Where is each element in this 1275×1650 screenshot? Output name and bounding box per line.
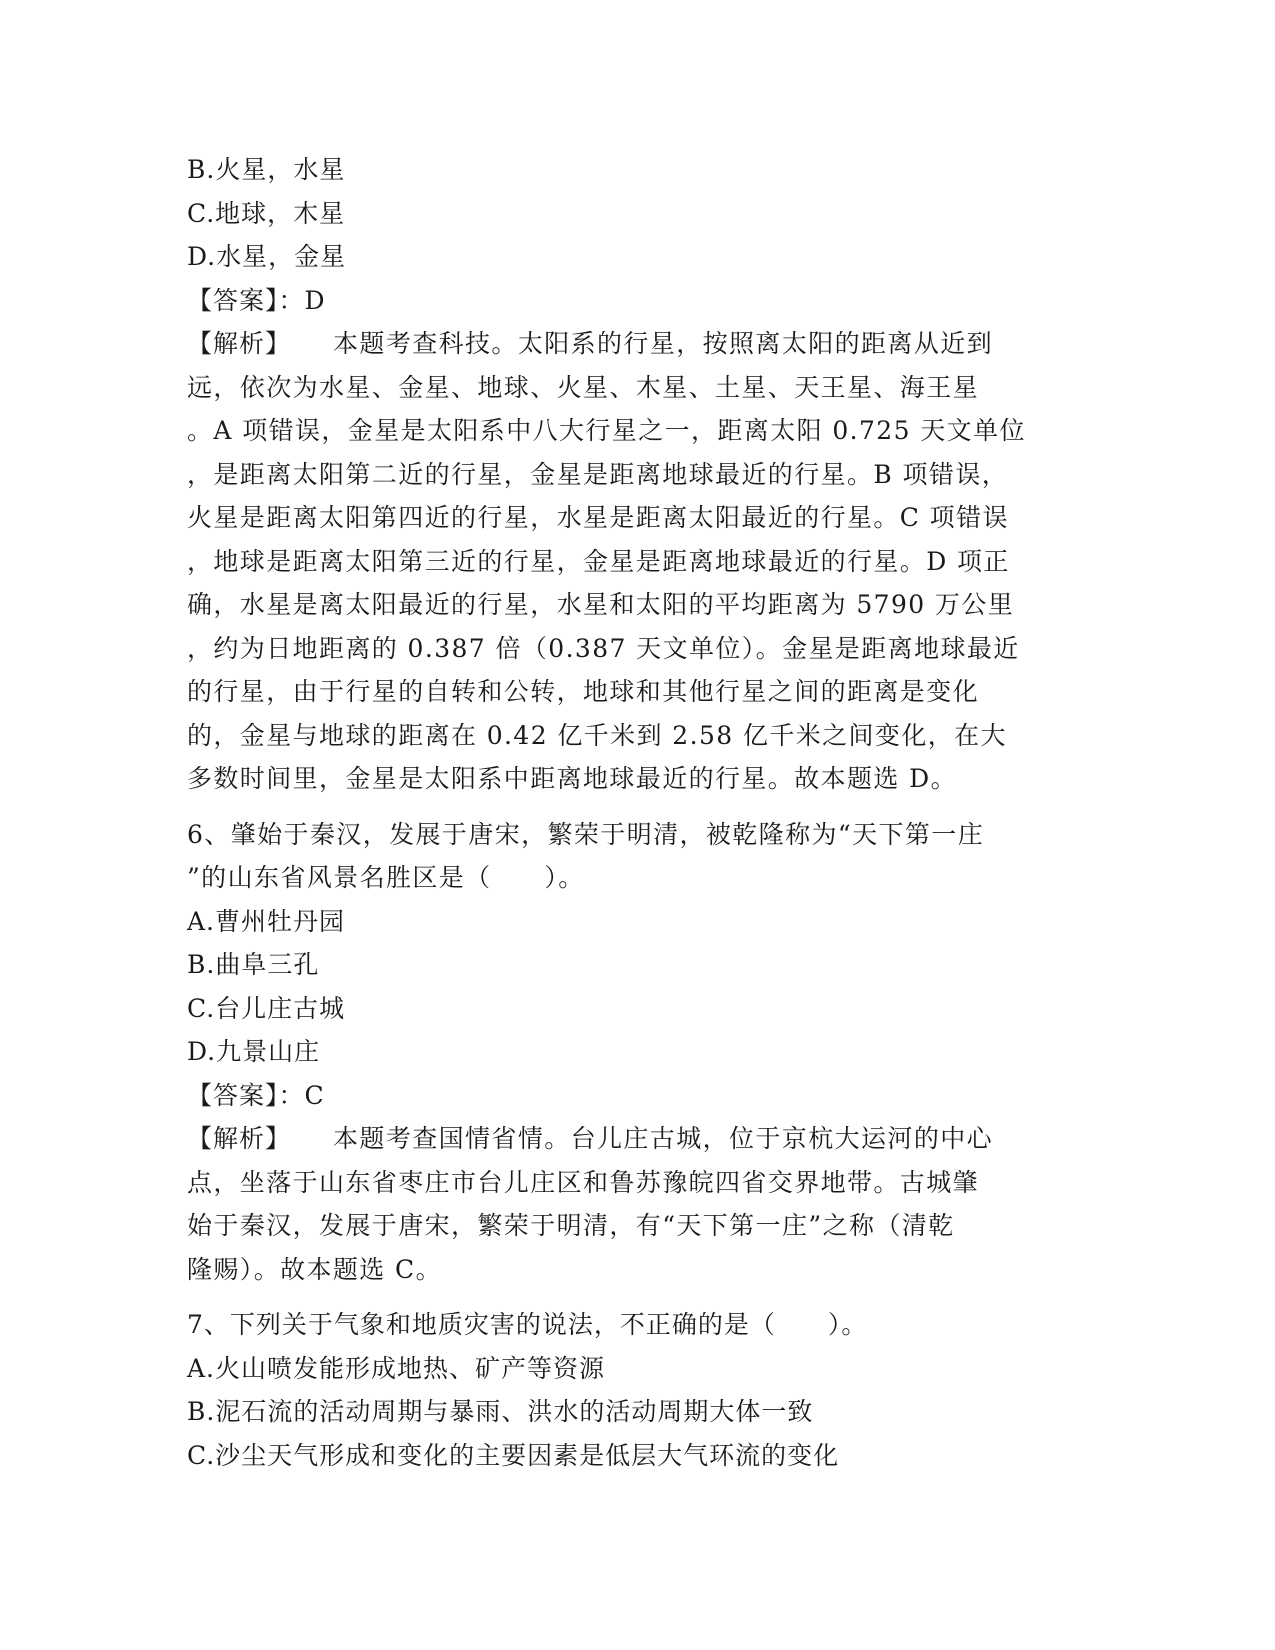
q6-analysis-line (187, 1117, 1087, 1161)
q5-analysis-line: ，地球是距离太阳第三近的行星，金星是距离地球最近的行星。D 项正 (187, 546, 1010, 576)
q5-analysis (187, 322, 1087, 801)
q6-analysis (187, 1117, 1087, 1291)
q5-analysis-line: ，约为日地距离的 0.387 倍（0.387 天文单位）。金星是距离地球最近 (187, 633, 1020, 663)
q5-answer (187, 279, 1087, 323)
q6-option-c: C.台儿庄古城 (187, 993, 346, 1023)
q5-analysis-line: 确，水星是离太阳最近的行星，水星和太阳的平均距离为 5790 万公里 (187, 590, 1015, 619)
q5-analysis-line (187, 322, 1087, 366)
q6-analysis-line: 点，坐落于山东省枣庄市台儿庄区和鲁苏豫皖四省交界地带。古城肇 (187, 1167, 980, 1197)
q7-option-b: B.泥石流的活动周期与暴雨、洪水的活动周期大体一致 (187, 1397, 814, 1426)
q6-analysis-line: 隆赐）。故本题选 C。 (187, 1254, 442, 1284)
q6-answer (187, 1074, 1087, 1118)
q6-answer-value: ：C (278, 1080, 325, 1110)
q6-analysis-line: 始于秦汉，发展于唐宋，繁荣于明清，有“天下第一庄”之称（清乾 (187, 1211, 955, 1240)
q5-option-c: C.地球，木星 (187, 198, 346, 228)
q5-analysis-label: 【解析】 (187, 329, 292, 358)
q5-analysis-line: 。A 项错误，金星是太阳系中八大行星之一，距离太阳 0.725 天文单位 (187, 416, 1026, 445)
q5-analysis-line: 火星是距离太阳第四近的行星，水星是距离太阳最近的行星。C 项错误 (187, 503, 1009, 532)
q5-answer-value: ：D (278, 285, 326, 315)
q5-analysis-line: 的，金星与地球的距离在 0.42 亿千米到 2.58 亿千米之间变化，在大 (187, 720, 1007, 750)
q6-option-d: D.九景山庄 (187, 1037, 321, 1066)
q5-option-b: B.火星，水星 (187, 155, 346, 184)
q7-option-a: A.火山喷发能形成地热、矿产等资源 (187, 1353, 606, 1383)
q6-option-b: B.曲阜三孔 (187, 950, 320, 979)
q6-analysis-text: 本题考查国情省情。台儿庄古城，位于京杭大运河的中心 (333, 1124, 994, 1153)
q6-question (187, 813, 1087, 900)
document-content (187, 148, 1087, 1477)
q5-analysis-line: 的行星，由于行星的自转和公转，地球和其他行星之间的距离是变化 (187, 677, 980, 706)
q6-option-a: A.曹州牡丹园 (187, 906, 346, 936)
q5-analysis-text: 本题考查科技。太阳系的行星，按照离太阳的距离从近到 (333, 329, 994, 358)
q7-question: 7、下列关于气象和地质灾害的说法，不正确的是（ ）。 (187, 1310, 868, 1339)
q5-analysis-line: 远，依次为水星、金星、地球、火星、木星、土星、天王星、海王星 (187, 372, 980, 402)
q5-analysis-line: ，是距离太阳第二近的行星，金星是距离地球最近的行星。B 项错误， (187, 459, 1009, 489)
q5-option-d: D.水星，金星 (187, 242, 347, 271)
q6-answer-label: 【答案】 (187, 1080, 279, 1110)
q5-analysis-line: 多数时间里，金星是太阳系中距离地球最近的行星。故本题选 D。 (187, 764, 957, 793)
q6-question-line: ”的山东省风景名胜区是（ ）。 (187, 863, 585, 892)
q6-analysis-label: 【解析】 (187, 1124, 292, 1153)
q6-question-line: 6、肇始于秦汉，发展于唐宋，繁荣于明清，被乾隆称为“天下第一庄 (187, 819, 985, 849)
q7-option-c: C.沙尘天气形成和变化的主要因素是低层大气环流的变化 (187, 1440, 840, 1470)
q5-answer-label: 【答案】 (187, 285, 279, 315)
